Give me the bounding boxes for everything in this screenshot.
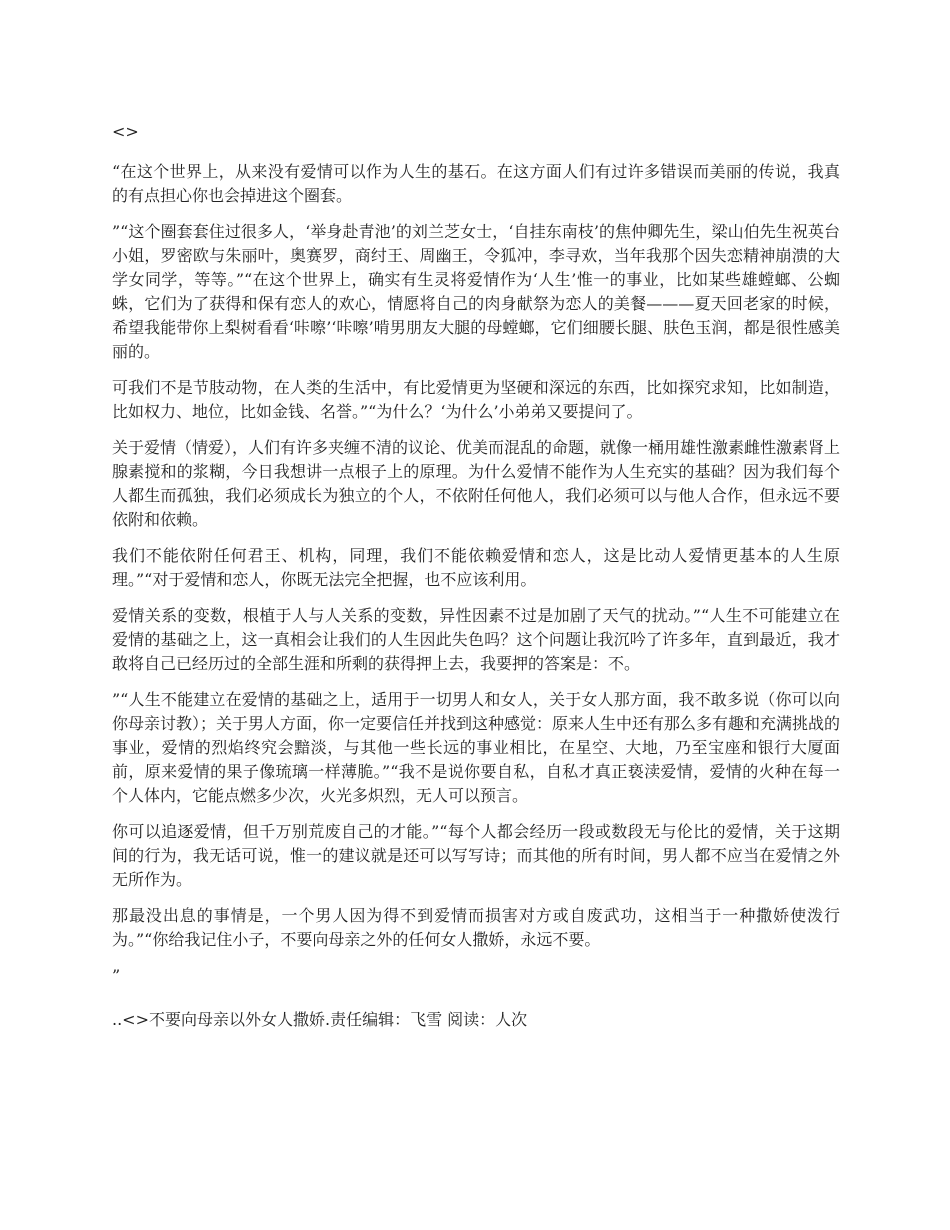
closing-quote: ” [112, 966, 121, 985]
paragraph: ”“人生不能建立在爱情的基础之上，适用于一切男人和女人，关于女人那方面，我不敢多说（你可以向你母亲讨教）；关于男人方面，你一定要信任并找到这种感觉：原来人生中还有那么多有趣和充满挑战的事业，爱情的烈焰终究会黯淡，与其他一些长远的事业相比，在星空、大地，乃至宝座和银行大厦面前，原来爱情的果子像琉璃一样薄脆。”“我不是说你要自私，自私才真正亵渎爱情，爱情的火种在每一个人体内，它能点燃多少次，火光多炽烈，无人可以预言。 [112, 690, 841, 805]
paragraph: “在这个世界上，从来没有爱情可以作为人生的基石。在这方面人们有过许多错误而美丽的传说，我真的有点担心你也会掉进这个圈套。 [112, 162, 840, 205]
paragraph: ”“这个圈套套住过很多人，‘举身赴青池’的刘兰芝女士，‘自挂东南枝’的焦仲卿先生，梁山伯先生祝英台小姐，罗密欧与朱丽叶，奥赛罗，商纣王、周幽王，令狐冲，李寻欢，当年我那个因失恋精神崩溃的大学女同学，等等。”“在这个世界上，确实有生灵将爱情作为‘人生’惟一的事业，比如某些雄螳螂、公蜘蛛，它们为了获得和保有恋人的欢心，情愿将自己的肉身献祭为恋人的美餐———夏天回老家的时候，希望我能带你上梨树看看‘咔嚓’‘咔嚓’啃男朋友大腿的母螳螂，它们细腰长腿、肤色玉润，都是很性感美丽的。 [112, 222, 840, 361]
paragraph: 可我们不是节肢动物，在人类的生活中，有比爱情更为坚硬和深远的东西，比如探究求知，比如制造，比如权力、地位，比如金钱、名誉。”“为什么？‘为什么’小弟弟又要提问了。 [112, 378, 840, 421]
paragraph: 我们不能依附任何君王、机构，同理，我们不能依赖爱情和恋人，这是比动人爱情更基本的人生原理。”“对于爱情和恋人，你既无法完全把握，也不应该利用。 [112, 546, 840, 589]
article-footer: ..<>不要向母亲以外女人撒娇.责任编辑：飞雪 阅读：人次 [112, 1010, 528, 1029]
paragraph: 那最没出息的事情是，一个男人因为得不到爱情而损害对方或自废武功，这相当于一种撒娇使泼行为。”“你给我记住小子，不要向母亲之外的任何女人撒娇，永远不要。 [112, 906, 840, 949]
document-body [112, 120, 840, 1044]
document-marker: <> [112, 122, 139, 141]
paragraph: 爱情关系的变数，根植于人与人关系的变数，异性因素不过是加剧了天气的扰动。”“人生不可能建立在爱情的基础之上，这一真相会让我们的人生因此失色吗？这个问题让我沉吟了许多年，直到最近，我才敢将自己已经历过的全部生涯和所剩的获得押上去，我要押的答案是：不。 [112, 606, 840, 673]
paragraph: 你可以追逐爱情，但千万别荒废自己的才能。”“每个人都会经历一段或数段无与伦比的爱情，关于这期间的行为，我无话可说，惟一的建议就是还可以写写诗；而其他的所有时间，男人都不应当在爱情之外无所作为。 [112, 822, 840, 889]
paragraph: 关于爱情（情爱），人们有许多夹缠不清的议论、优美而混乱的命题，就像一桶用雄性激素雌性激素肾上腺素搅和的浆糊，今日我想讲一点根子上的原理。为什么爱情不能作为人生充实的基础？因为我们每个人都生而孤独，我们必须成长为独立的个人，不依附任何他人，我们必须可以与他人合作，但永远不要依附和依赖。 [112, 438, 841, 529]
